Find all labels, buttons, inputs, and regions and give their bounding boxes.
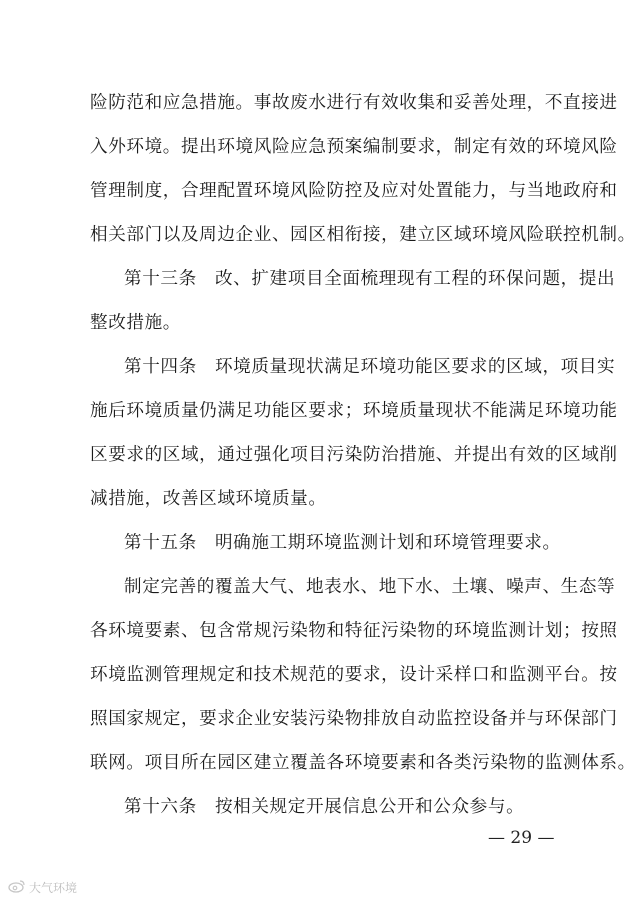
paragraph-line: 联网。项目所在园区建立覆盖各环境要素和各类污染物的监测体系。 [90,753,636,773]
paragraph-line: 管理制度，合理配置环境风险防控及应对处置能力，与当地政府和 [90,181,618,201]
article-13-line: 第十三条 改、扩建项目全面梳理现有工程的环保问题，提出 [124,269,616,289]
paragraph-line: 相关部门以及周边企业、园区相衔接，建立区域环境风险联控机制。 [90,225,636,245]
paragraph-line: 制定完善的覆盖大气、地表水、地下水、土壤、噪声、生态等 [124,577,616,597]
article-16-line: 第十六条 按相关规定开展信息公开和公众参与。 [124,797,525,817]
paragraph-line: 照国家规定，要求企业安装污染物排放自动监控设备并与环保部门 [90,709,618,729]
article-15-line: 第十五条 明确施工期环境监测计划和环境管理要求。 [124,533,561,553]
watermark-text: 大气环境 [29,881,78,895]
paragraph-line: 整改措施。 [90,313,181,333]
paragraph-line: 区要求的区域，通过强化项目污染防治措施、并提出有效的区域削 [90,445,618,465]
page-number: — 29 — [488,828,555,848]
paragraph-line: 各环境要素、包含常规污染物和特征污染物的环境监测计划；按照 [90,621,618,641]
watermark [8,878,77,897]
paragraph-line: 入外环境。提出环境风险应急预案编制要求，制定有效的环境风险 [90,137,618,157]
article-14-line: 第十四条 环境质量现状满足环境功能区要求的区域，项目实 [124,357,616,377]
paragraph-line: 环境监测管理规定和技术规范的要求，设计采样口和监测平台。按 [90,665,618,685]
paragraph-line: 施后环境质量仍满足功能区要求；环境质量现状不能满足环境功能 [90,401,618,421]
weibo-icon [8,878,26,897]
paragraph-line: 减措施，改善区域环境质量。 [90,489,327,509]
paragraph-line: 险防范和应急措施。事故废水进行有效收集和妥善处理，不直接进 [90,93,618,113]
